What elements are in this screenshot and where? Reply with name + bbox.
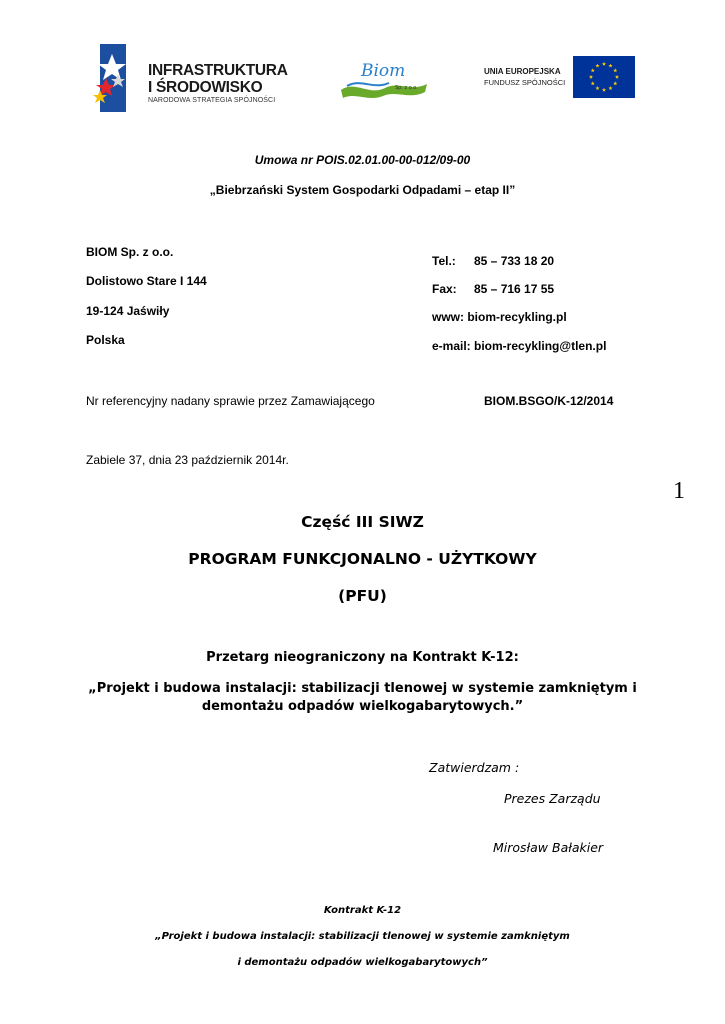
fax-value: 85 – 716 17 55 — [474, 282, 555, 296]
approver-role: Prezes Zarządu — [504, 791, 601, 806]
footer-project-line1: „Projekt i budowa instalacji: stabilizacji tlenowej w systemie zamkniętym — [155, 931, 570, 942]
title-abbrev: (PFU) — [338, 587, 387, 605]
approver-name: Mirosław Bałakier — [493, 840, 604, 855]
poland-star-flag-icon — [92, 44, 140, 112]
contract-number: Umowa nr POIS.02.01.00-00-012/09-00 — [254, 153, 471, 167]
company-street: Dolistowo Stare I 144 — [86, 274, 207, 288]
infra-title-line1: INFRASTRUKTURA — [148, 62, 288, 79]
tender-heading: Przetarg nieograniczony na Kontrakt K-12: — [206, 650, 519, 665]
www-link[interactable]: www: biom-recykling.pl — [432, 310, 567, 324]
fax-label: Fax: — [432, 282, 457, 296]
eu-subtitle: FUNDUSZ SPÓJNOŚCI — [484, 78, 566, 87]
biom-sub: Sp. z o.o. — [395, 85, 418, 91]
infrastruktura-logo — [92, 44, 297, 112]
tender-subject-line2: demontażu odpadów wielkogabarytowych.” — [201, 699, 524, 714]
title-program: PROGRAM FUNKCJONALNO - UŻYTKOWY — [188, 550, 537, 568]
biom-name: Biom — [361, 61, 406, 81]
biom-logo — [337, 56, 432, 104]
date-line: Zabiele 37, dnia 23 październik 2014r. — [86, 453, 289, 467]
tel-label: Tel.: — [432, 254, 456, 268]
eu-flag-icon — [573, 56, 635, 98]
biom-wave-icon — [337, 56, 432, 104]
page-number: 1 — [673, 478, 685, 504]
eu-title: UNIA EUROPEJSKA — [484, 67, 561, 76]
title-part: Część III SIWZ — [301, 513, 424, 531]
company-country: Polska — [86, 333, 125, 347]
project-name: „Biebrzański System Gospodarki Odpadami – etap II” — [209, 183, 516, 197]
footer-contract: Kontrakt K-12 — [323, 905, 402, 916]
reference-label: Nr referencyjny nadany sprawie przez Zamawiającego — [86, 394, 375, 408]
approve-label: Zatwierdzam : — [429, 760, 520, 775]
email-link[interactable]: e-mail: biom-recykling@tlen.pl — [432, 339, 607, 353]
company-name: BIOM Sp. z o.o. — [86, 245, 174, 259]
eu-fund-logo — [480, 56, 636, 100]
tender-subject-line1: „Projekt i budowa instalacji: stabilizacji tlenowej w systemie zamkniętym i — [88, 681, 637, 696]
infra-subtitle: NARODOWA STRATEGIA SPÓJNOŚCI — [148, 97, 276, 104]
reference-value: BIOM.BSGO/K-12/2014 — [484, 394, 614, 408]
infra-title-line2: I ŚRODOWISKO — [148, 79, 263, 96]
tel-value: 85 – 733 18 20 — [474, 254, 555, 268]
company-city: 19-124 Jaświły — [86, 304, 170, 318]
footer-project-line2: i demontażu odpadów wielkogabarytowych” — [237, 957, 488, 968]
